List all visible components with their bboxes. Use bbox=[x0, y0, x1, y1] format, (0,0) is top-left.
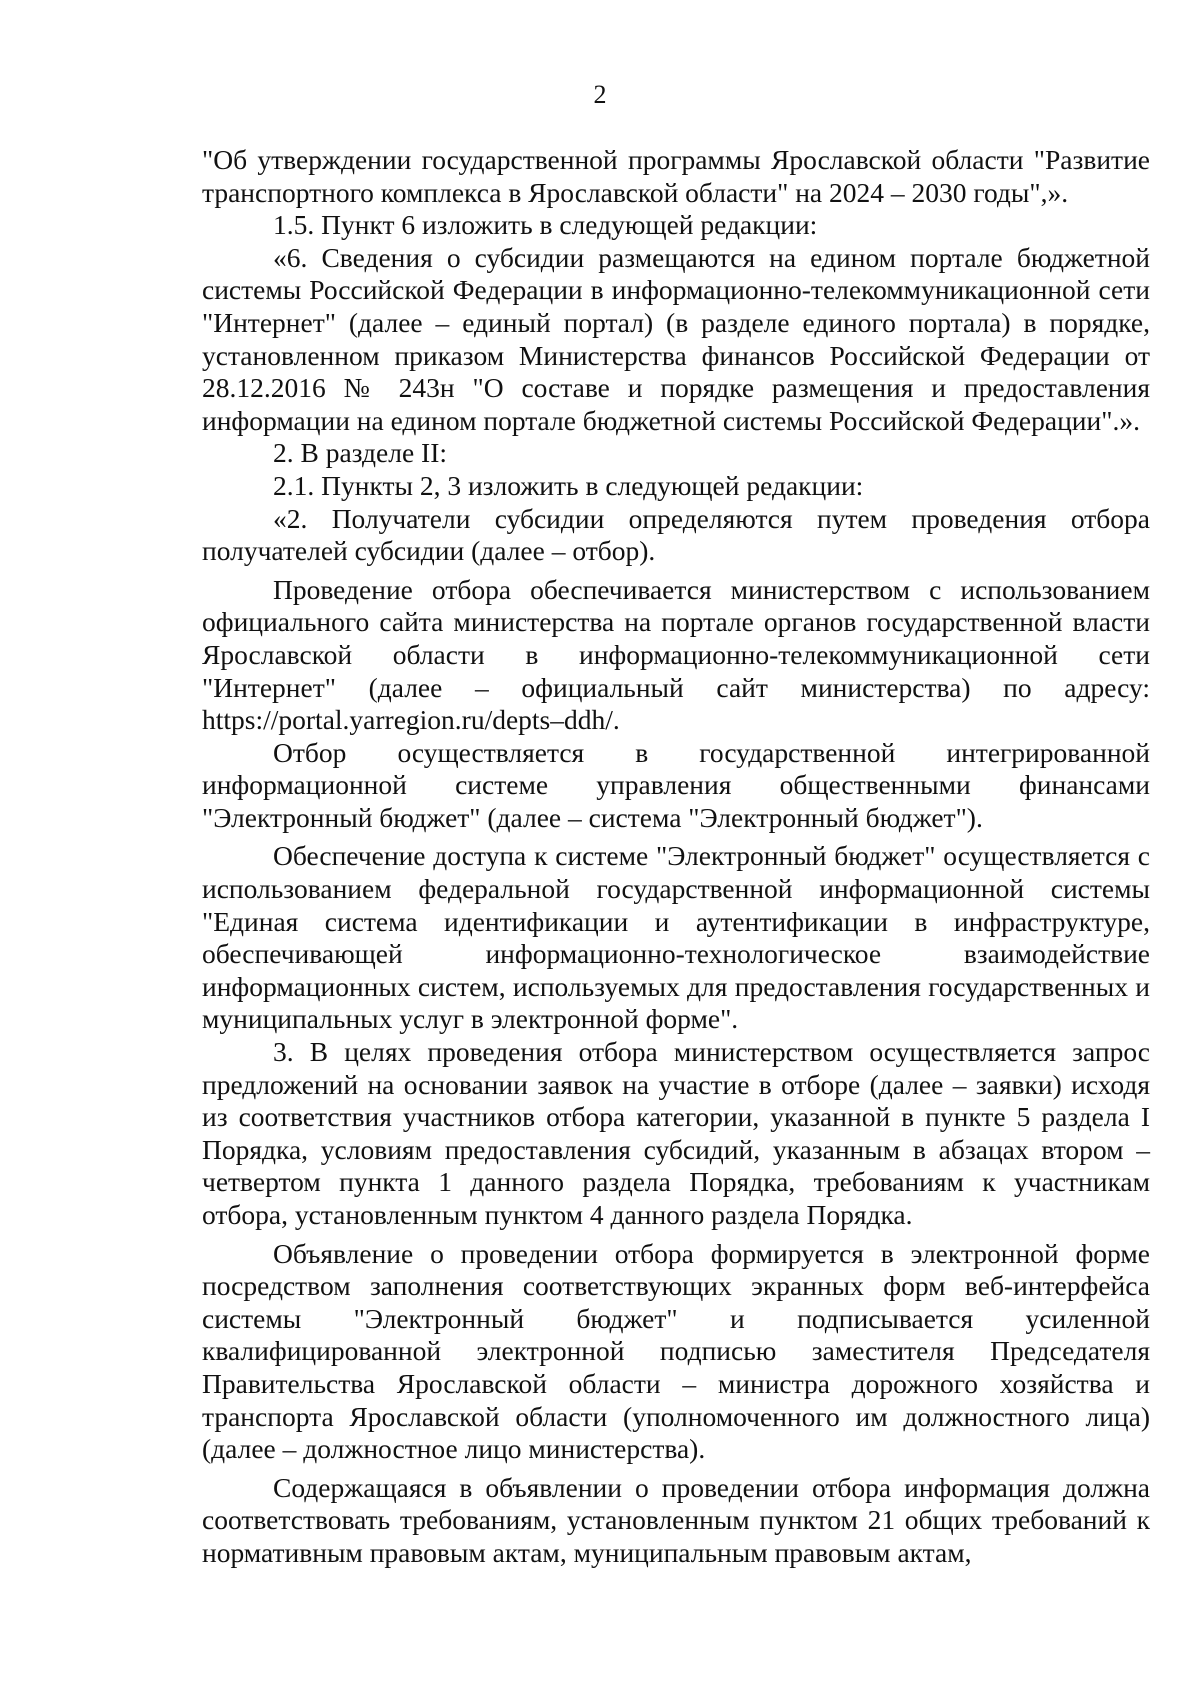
document-body bbox=[202, 144, 1150, 1570]
paragraph-item-2-text: «2. Получатели субсидии определяются путем проведения отбора получателей субсидии (далее – отбор). bbox=[202, 502, 1150, 567]
paragraph-item-1-5: 1.5. Пункт 6 изложить в следующей редакции: bbox=[273, 209, 818, 241]
paragraph-item-3-text: 3. В целях проведения отбора министерством осуществляется запрос предложений на основании заявок на участие в отборе (далее – заявки) исходя из соответствия участников отбора категории, указанной в пункте 5 раздела I Порядка, условиям предоставления субсидий, указанным в абзацах втором – четвертом пункта 1 данного раздела Порядка, требованиям к участникам отбора, установленным пунктом 4 данного раздела Порядка. bbox=[202, 1036, 1150, 1230]
paragraph-system-access: Обеспечение доступа к системе "Электронный бюджет" осуществляется с использованием федеральной государственной информационной системы "Единая система идентификации и аутентификации в инфраструктуре, обеспечивающей информационно-технологическое взаимодействие информационных систем, используемых для предоставления государственных и муниципальных услуг в электронной форме". bbox=[202, 840, 1150, 1035]
paragraph-announcement-requirements: Содержащаяся в объявлении о проведении отбора информация должна соответствовать требованиям, установленным пунктом 21 общих требований к нормативным правовым актам, муниципальным правовым актам, bbox=[202, 1471, 1150, 1568]
paragraph-selection-system: Отбор осуществляется в государственной интегрированной информационной системе управления общественными финансами "Электронный бюджет" (далее – система "Электронный бюджет"). bbox=[202, 736, 1150, 833]
paragraph-announcement: Объявление о проведении отбора формируется в электронной форме посредством заполнения соответствующих экранных форм веб-интерфейса системы "Электронный бюджет" и подписывается усиленной квалифицированной электронной подписью заместителя Председателя Правительства Ярославской области – министра дорожного хозяйства и транспорта Ярославской области (уполномоченного им должностного лица) (далее – должностное лицо министерства). bbox=[202, 1237, 1150, 1465]
paragraph-item-6-text: «6. Сведения о субсидии размещаются на едином портале бюджетной системы Российской Федерации в информационно-телекоммуникационной сети "Интернет" (далее – единый портал) (в разделе единого портала) в порядке, установленном приказом Министерства финансов Российской Федерации от 28.12.2016 № 243н "О составе и порядке размещения и предоставления информации на едином портале бюджетной системы Российской Федерации".». bbox=[202, 241, 1150, 436]
paragraph-program-title: "Об утверждении государственной программы Ярославской области "Развитие транспортного комплекса в Ярославской области" на 2024 – 2030 годы",». bbox=[202, 144, 1150, 208]
paragraph-section-2: 2. В разделе II: bbox=[273, 437, 447, 469]
page-number: 2 bbox=[593, 80, 607, 109]
paragraph-selection-site: Проведение отбора обеспечивается министерством с использованием официального сайта министерства на портале органов государственной власти Ярославской области в информационно-телекоммуникационной сети "Интернет" (далее – официальный сайт министерства) по адресу: https://portal.yarregion.ru/depts–ddh/. bbox=[202, 573, 1150, 736]
paragraph-item-2-1: 2.1. Пункты 2, 3 изложить в следующей редакции: bbox=[273, 469, 864, 501]
